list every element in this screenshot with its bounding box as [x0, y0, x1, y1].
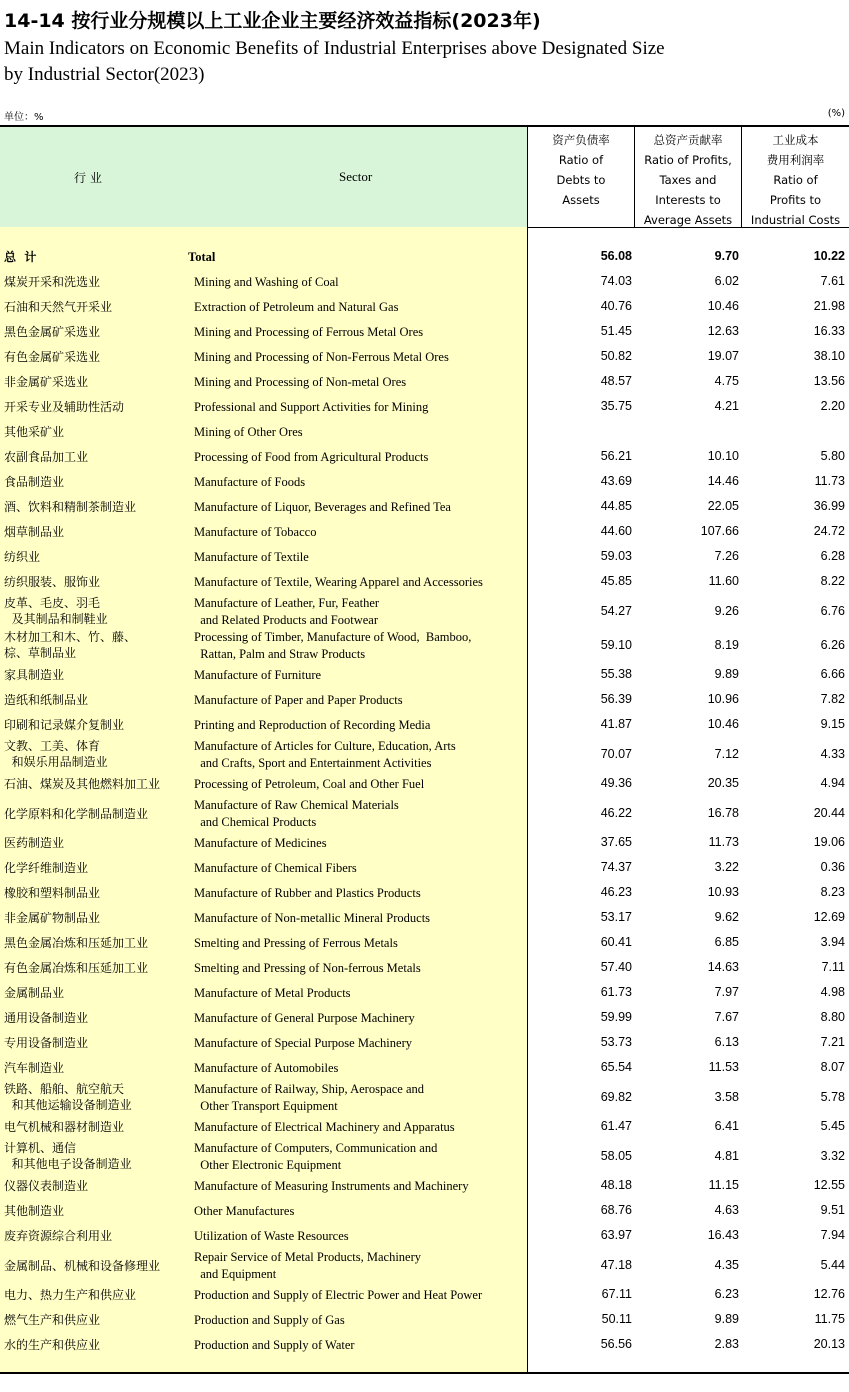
debt-ratio-value: 53.73 — [600, 1035, 632, 1049]
sector-name-en: Manufacture of Leather, Fur, Feather — [194, 596, 380, 610]
table-row — [0, 1333, 849, 1358]
sector-name-en: Manufacture of Textile — [194, 550, 309, 564]
sector-name-cn: 其他制造业 — [4, 1204, 65, 1218]
sector-name-cn: 纺织业 — [4, 550, 41, 564]
sector-name-en: Other Electronic Equipment — [194, 1158, 342, 1172]
cost-profit-ratio-value: 8.23 — [820, 885, 845, 899]
debt-ratio-value: 67.11 — [601, 1287, 632, 1301]
sector-name-en: Production and Supply of Water — [194, 1338, 355, 1352]
table-row — [0, 931, 849, 956]
profit-tax-ratio-value: 8.19 — [714, 638, 739, 652]
sector-name-cn: 及其制品和制鞋业 — [4, 612, 108, 626]
sector-name-cn: 计算机、通信 — [4, 1141, 77, 1155]
debt-ratio-value: 59.10 — [600, 638, 632, 652]
table-row — [0, 772, 849, 797]
debt-ratio-value: 41.87 — [600, 717, 632, 731]
table-row — [0, 1115, 849, 1140]
sector-name-cn: 铁路、船舶、航空航天 — [4, 1082, 125, 1096]
header-line: 总资产贡献率 — [653, 133, 723, 147]
header-line: 费用利润率 — [766, 153, 825, 167]
debt-ratio-value: 61.73 — [600, 985, 632, 999]
table-row — [0, 395, 849, 420]
sector-name-cn: 煤炭开采和洗选业 — [4, 275, 101, 289]
cost-profit-ratio-value: 4.98 — [820, 985, 845, 999]
sector-name-en: and Related Products and Footwear — [194, 613, 378, 627]
sector-name-en: Manufacture of Measuring Instruments and Machinery — [194, 1179, 469, 1193]
sector-name-cn: 仪器仪表制造业 — [4, 1179, 89, 1193]
cost-profit-ratio-value: 6.28 — [820, 549, 845, 563]
table-row — [0, 956, 849, 981]
debt-ratio-value: 59.03 — [600, 549, 632, 563]
cost-profit-ratio-value: 5.45 — [820, 1119, 845, 1133]
sector-name-cn: 专用设备制造业 — [4, 1036, 89, 1050]
cost-profit-ratio-value: 12.76 — [813, 1287, 845, 1301]
sector-name-cn: 有色金属矿采选业 — [4, 350, 101, 364]
header-line: Ratio of — [773, 173, 818, 187]
sector-name-en: Manufacture of Paper and Paper Products — [194, 693, 403, 707]
sector-name-cn: 总 计 — [4, 250, 37, 264]
debt-ratio-value: 37.65 — [600, 835, 632, 849]
profit-tax-ratio-value: 2.83 — [714, 1337, 739, 1351]
cost-profit-ratio-value: 21.98 — [813, 299, 845, 313]
profit-tax-ratio-value: 12.63 — [707, 324, 739, 338]
sector-name-cn: 烟草制品业 — [4, 525, 65, 539]
table-row — [0, 370, 849, 395]
page-title-cn: 14-14 按行业分规模以上工业企业主要经济效益指标(2023年) — [4, 10, 541, 32]
debt-ratio-value: 74.37 — [600, 860, 632, 874]
profit-tax-ratio-value: 3.22 — [714, 860, 739, 874]
debt-ratio-value: 60.41 — [600, 935, 632, 949]
cost-profit-ratio-value: 7.94 — [820, 1228, 845, 1242]
sector-name-en: Professional and Support Activities for Mining — [194, 400, 429, 414]
header-line: Debts to — [556, 173, 606, 187]
profit-tax-ratio-value: 10.96 — [707, 692, 739, 706]
cost-profit-ratio-value: 4.33 — [820, 747, 845, 761]
sector-name-cn: 皮革、毛皮、羽毛 — [4, 596, 101, 610]
debt-ratio-value: 58.05 — [600, 1149, 632, 1163]
cost-profit-ratio-value: 8.22 — [820, 574, 845, 588]
sector-name-cn: 化学原料和化学制品制造业 — [4, 807, 149, 821]
cost-profit-ratio-value: 11.73 — [814, 474, 845, 488]
table-row — [0, 629, 849, 663]
cost-profit-ratio-value: 36.99 — [813, 499, 845, 513]
debt-ratio-value: 48.18 — [600, 1178, 632, 1192]
debt-ratio-value: 43.69 — [600, 474, 632, 488]
table-row — [0, 1006, 849, 1031]
table-row — [0, 595, 849, 629]
debt-ratio-value: 70.07 — [600, 747, 632, 761]
sector-name-cn: 医药制造业 — [4, 836, 65, 850]
sector-name-cn: 和其他电子设备制造业 — [4, 1157, 132, 1171]
sector-name-cn: 非金属矿物制品业 — [4, 911, 101, 925]
debt-ratio-value: 74.03 — [600, 274, 632, 288]
table-row — [0, 470, 849, 495]
table-row — [0, 420, 849, 445]
sector-name-cn: 其他采矿业 — [4, 425, 65, 439]
sector-name-cn: 金属制品、机械和设备修理业 — [4, 1259, 161, 1273]
cost-profit-ratio-value: 9.15 — [820, 717, 845, 731]
profit-tax-ratio-value: 6.23 — [714, 1287, 739, 1301]
profit-tax-ratio-value: 10.93 — [707, 885, 739, 899]
cost-profit-ratio-value: 9.51 — [820, 1203, 845, 1217]
cost-profit-ratio-value: 13.56 — [813, 374, 845, 388]
sector-name-en: Manufacture of Computers, Communication and — [194, 1141, 438, 1155]
sector-name-en: Mining and Processing of Non-Ferrous Metal Ores — [194, 350, 449, 364]
debt-ratio-value: 46.22 — [600, 806, 632, 820]
table-row — [0, 1224, 849, 1249]
profit-tax-ratio-value: 14.63 — [707, 960, 739, 974]
sector-name-en: Manufacture of Special Purpose Machinery — [194, 1036, 412, 1050]
sector-name-en: Rattan, Palm and Straw Products — [194, 647, 366, 661]
profit-tax-ratio-value: 19.07 — [707, 349, 739, 363]
sector-name-en: and Crafts, Sport and Entertainment Activities — [194, 756, 432, 770]
header-line: Average Assets — [643, 213, 733, 227]
debt-ratio-value: 56.56 — [600, 1337, 632, 1351]
table-row — [0, 797, 849, 831]
table-row — [0, 663, 849, 688]
sector-name-cn: 金属制品业 — [4, 986, 65, 1000]
profit-tax-ratio-value: 14.46 — [707, 474, 739, 488]
cost-profit-ratio-value: 12.55 — [813, 1178, 845, 1192]
table-row — [0, 495, 849, 520]
sector-name-cn: 家具制造业 — [4, 668, 65, 682]
sector-name-cn: 文教、工美、体育 — [4, 739, 101, 753]
cost-profit-ratio-value: 4.94 — [820, 776, 845, 790]
profit-tax-ratio-value: 9.26 — [714, 604, 739, 618]
profit-tax-ratio-value: 11.60 — [708, 574, 739, 588]
cost-profit-ratio-value: 8.07 — [820, 1060, 845, 1074]
table-row — [0, 1249, 849, 1283]
sector-name-en: Manufacture of Foods — [194, 475, 306, 489]
sector-name-cn: 非金属矿采选业 — [4, 375, 89, 389]
table-row — [0, 1140, 849, 1174]
unit-label: 单位：% — [4, 112, 44, 123]
sector-name-en: Manufacture of Railway, Ship, Aerospace and — [194, 1082, 425, 1096]
cost-profit-ratio-value: 12.69 — [813, 910, 845, 924]
sector-name-cn: 石油、煤炭及其他燃料加工业 — [4, 777, 161, 791]
sector-name-en: Manufacture of Metal Products — [194, 986, 351, 1000]
profit-tax-ratio-value: 11.53 — [708, 1060, 739, 1074]
debt-ratio-value: 40.76 — [600, 299, 632, 313]
cost-profit-ratio-value: 20.13 — [813, 1337, 845, 1351]
header-line: 工业成本 — [772, 133, 819, 147]
table-row — [0, 906, 849, 931]
table-row — [0, 320, 849, 345]
cost-profit-ratio-value: 5.80 — [820, 449, 845, 463]
profit-tax-ratio-value: 7.26 — [714, 549, 739, 563]
debt-ratio-value: 56.39 — [600, 692, 632, 706]
sector-name-cn: 石油和天然气开采业 — [4, 300, 113, 314]
sector-name-en: Manufacture of Articles for Culture, Education, Arts — [194, 739, 456, 753]
sector-name-cn: 和其他运输设备制造业 — [4, 1098, 132, 1112]
debt-ratio-value: 35.75 — [600, 399, 632, 413]
debt-ratio-value: 53.17 — [600, 910, 632, 924]
debt-ratio-value: 68.76 — [600, 1203, 632, 1217]
sector-name-en: Processing of Food from Agricultural Products — [194, 450, 429, 464]
cost-profit-ratio-value: 7.82 — [820, 692, 845, 706]
sector-name-en: and Chemical Products — [194, 815, 317, 829]
profit-tax-ratio-value: 11.15 — [708, 1178, 739, 1192]
table-row — [0, 1081, 849, 1115]
debt-ratio-value: 51.45 — [600, 324, 632, 338]
profit-tax-ratio-value: 9.62 — [714, 910, 739, 924]
sector-name-en: Other Manufactures — [194, 1204, 295, 1218]
cost-profit-ratio-value: 6.66 — [820, 667, 845, 681]
table-row — [0, 345, 849, 370]
cost-profit-ratio-value: 7.21 — [820, 1035, 845, 1049]
cost-profit-ratio-value: 24.72 — [813, 524, 845, 538]
profit-tax-ratio-value: 10.46 — [707, 717, 739, 731]
table-row — [0, 520, 849, 545]
cost-profit-ratio-value: 3.32 — [820, 1149, 845, 1163]
sector-name-en: Mining and Processing of Non-metal Ores — [194, 375, 407, 389]
sector-name-en: Manufacture of Raw Chemical Materials — [194, 798, 399, 812]
header-line: Assets — [562, 193, 600, 207]
sector-name-cn: 棕、草制品业 — [4, 646, 77, 660]
sector-name-cn: 电气机械和器材制造业 — [4, 1120, 125, 1134]
cost-profit-ratio-value: 20.44 — [813, 806, 845, 820]
header-line: Ratio of Profits, — [644, 153, 732, 167]
indicators-table — [0, 125, 849, 1374]
header-col-debt-ratio — [527, 127, 634, 227]
profit-tax-ratio-value: 7.97 — [714, 985, 739, 999]
profit-tax-ratio-value: 6.85 — [714, 935, 739, 949]
table-row — [0, 1308, 849, 1333]
sector-name-cn: 有色金属冶炼和压延加工业 — [4, 961, 149, 975]
header-line: Ratio of — [558, 153, 604, 167]
sector-name-cn: 食品制造业 — [4, 475, 65, 489]
sector-name-en: and Equipment — [194, 1267, 277, 1281]
table-row — [0, 445, 849, 470]
sector-name-en: Manufacture of Liquor, Beverages and Refined Tea — [194, 500, 451, 514]
table-row — [0, 738, 849, 772]
table-row — [0, 981, 849, 1006]
sector-name-cn: 纺织服装、服饰业 — [4, 575, 101, 589]
debt-ratio-value: 55.38 — [600, 667, 632, 681]
profit-tax-ratio-value: 10.46 — [707, 299, 739, 313]
debt-ratio-value: 59.99 — [600, 1010, 632, 1024]
header-col-cost-profit-ratio — [741, 127, 849, 227]
profit-tax-ratio-value: 22.05 — [707, 499, 739, 513]
title-en-line-1: Main Indicators on Economic Benefits of Industrial Enterprises above Designated Size — [4, 38, 665, 59]
table-row — [0, 1031, 849, 1056]
sector-name-cn: 和娱乐用品制造业 — [4, 755, 108, 769]
profit-tax-ratio-value: 11.73 — [708, 835, 739, 849]
sector-name-cn: 造纸和纸制品业 — [4, 693, 89, 707]
sector-name-en: Manufacture of General Purpose Machinery — [194, 1011, 415, 1025]
sector-name-en: Smelting and Pressing of Ferrous Metals — [194, 936, 398, 950]
cost-profit-ratio-value: 0.36 — [820, 860, 845, 874]
profit-tax-ratio-value: 4.35 — [714, 1258, 739, 1272]
table-row — [0, 570, 849, 595]
profit-tax-ratio-value: 4.75 — [714, 374, 739, 388]
debt-ratio-value: 47.18 — [600, 1258, 632, 1272]
profit-tax-ratio-value: 6.02 — [714, 274, 739, 288]
cost-profit-ratio-value: 7.11 — [821, 960, 845, 974]
table-row — [0, 1056, 849, 1081]
header-sector-cn: 行 业 — [74, 171, 102, 185]
profit-tax-ratio-value: 7.67 — [714, 1010, 739, 1024]
sector-name-cn: 水的生产和供应业 — [4, 1338, 101, 1352]
table-row — [0, 1174, 849, 1199]
table-row — [0, 688, 849, 713]
header-line: Taxes and — [659, 173, 717, 187]
sector-name-cn: 印刷和记录媒介复制业 — [4, 718, 125, 732]
sector-name-cn: 废弃资源综合利用业 — [4, 1229, 113, 1243]
sector-name-en: Total — [188, 250, 216, 264]
table-header — [0, 127, 849, 228]
table-row — [0, 881, 849, 906]
sector-name-en: Printing and Reproduction of Recording Media — [194, 718, 431, 732]
sector-name-cn: 电力、热力生产和供应业 — [4, 1288, 137, 1302]
profit-tax-ratio-value: 9.89 — [714, 667, 739, 681]
sector-name-cn: 通用设备制造业 — [4, 1011, 89, 1025]
debt-ratio-value: 44.85 — [600, 499, 632, 513]
cost-profit-ratio-value: 6.76 — [820, 604, 845, 618]
sector-name-en: Mining and Processing of Ferrous Metal Ores — [194, 325, 424, 339]
table-body — [0, 227, 849, 1372]
total-row — [0, 245, 849, 270]
debt-ratio-value: 56.08 — [600, 249, 632, 263]
header-sector-en: Sector — [339, 169, 373, 184]
sector-name-en: Extraction of Petroleum and Natural Gas — [194, 300, 399, 314]
sector-name-en: Repair Service of Metal Products, Machinery — [194, 1250, 422, 1264]
table-row — [0, 270, 849, 295]
table-row — [0, 545, 849, 570]
profit-tax-ratio-value: 4.81 — [714, 1149, 739, 1163]
table-row — [0, 295, 849, 320]
profit-tax-ratio-value: 4.21 — [714, 399, 739, 413]
debt-ratio-value: 56.21 — [600, 449, 632, 463]
debt-ratio-value: 54.27 — [600, 604, 632, 618]
cost-profit-ratio-value: 8.80 — [820, 1010, 845, 1024]
header-line: 资产负债率 — [552, 133, 610, 147]
profit-tax-ratio-value: 107.66 — [700, 524, 739, 538]
sector-name-cn: 化学纤维制造业 — [4, 861, 89, 875]
sector-name-en: Mining and Washing of Coal — [194, 275, 339, 289]
header-line: Interests to — [655, 193, 721, 207]
sector-name-en: Other Transport Equipment — [194, 1099, 338, 1113]
title-en-line-2: by Industrial Sector(2023) — [4, 64, 205, 85]
sector-name-cn: 汽车制造业 — [4, 1061, 65, 1075]
sector-name-en: Mining of Other Ores — [194, 425, 303, 439]
cost-profit-ratio-value: 6.26 — [820, 638, 845, 652]
debt-ratio-value: 50.11 — [601, 1312, 632, 1326]
sector-name-cn: 木材加工和木、竹、藤、 — [4, 630, 137, 644]
debt-ratio-value: 65.54 — [600, 1060, 632, 1074]
profit-tax-ratio-value: 3.58 — [714, 1090, 739, 1104]
sector-name-en: Manufacture of Non-metallic Mineral Products — [194, 911, 431, 925]
sector-name-cn: 黑色金属矿采选业 — [4, 325, 101, 339]
cost-profit-ratio-value: 10.22 — [813, 249, 845, 263]
sector-name-en: Manufacture of Tobacco — [194, 525, 317, 539]
debt-ratio-value: 50.82 — [600, 349, 632, 363]
header-line: Industrial Costs — [750, 213, 841, 227]
debt-ratio-value: 61.47 — [600, 1119, 632, 1133]
cost-profit-ratio-value: 7.61 — [820, 274, 845, 288]
table-row — [0, 1283, 849, 1308]
sector-name-en: Manufacture of Rubber and Plastics Products — [194, 886, 421, 900]
cost-profit-ratio-value: 38.10 — [813, 349, 845, 363]
profit-tax-ratio-value: 16.78 — [707, 806, 739, 820]
sector-name-en: Manufacture of Electrical Machinery and Apparatus — [194, 1120, 455, 1134]
profit-tax-ratio-value: 4.63 — [714, 1203, 739, 1217]
sector-name-en: Smelting and Pressing of Non-ferrous Metals — [194, 961, 421, 975]
profit-tax-ratio-value: 9.70 — [714, 249, 739, 263]
sector-name-en: Production and Supply of Electric Power and Heat Power — [194, 1288, 483, 1302]
sector-name-cn: 黑色金属冶炼和压延加工业 — [4, 936, 149, 950]
cost-profit-ratio-value: 19.06 — [813, 835, 845, 849]
profit-tax-ratio-value: 16.43 — [707, 1228, 739, 1242]
cost-profit-ratio-value: 5.78 — [820, 1090, 845, 1104]
sector-name-en: Manufacture of Textile, Wearing Apparel and Accessories — [194, 575, 483, 589]
header-line: Profits to — [769, 193, 822, 207]
profit-tax-ratio-value: 20.35 — [707, 776, 739, 790]
profit-tax-ratio-value: 6.41 — [714, 1119, 739, 1133]
cost-profit-ratio-value: 3.94 — [820, 935, 845, 949]
debt-ratio-value: 57.40 — [600, 960, 632, 974]
cost-profit-ratio-value: 11.75 — [814, 1312, 845, 1326]
cost-profit-ratio-value: 5.44 — [820, 1258, 845, 1272]
page-title-en — [4, 36, 665, 88]
debt-ratio-value: 48.57 — [600, 374, 632, 388]
sector-name-en: Manufacture of Chemical Fibers — [194, 861, 357, 875]
sector-name-cn: 农副食品加工业 — [4, 450, 89, 464]
sector-name-cn: 橡胶和塑料制品业 — [4, 886, 101, 900]
sector-name-en: Manufacture of Furniture — [194, 668, 322, 682]
profit-tax-ratio-value: 7.12 — [714, 747, 739, 761]
debt-ratio-value: 69.82 — [600, 1090, 632, 1104]
sector-name-en: Processing of Timber, Manufacture of Wood, Bamboo, — [194, 630, 472, 644]
unit-label-right: (%) — [827, 108, 845, 119]
profit-tax-ratio-value: 9.89 — [714, 1312, 739, 1326]
sector-name-cn: 酒、饮料和精制茶制造业 — [4, 500, 137, 514]
sector-name-en: Utilization of Waste Resources — [194, 1229, 349, 1243]
profit-tax-ratio-value: 10.10 — [707, 449, 739, 463]
table-row — [0, 856, 849, 881]
cost-profit-ratio-value: 2.20 — [820, 399, 845, 413]
cost-profit-ratio-value: 16.33 — [813, 324, 845, 338]
sector-name-cn: 开采专业及辅助性活动 — [4, 400, 125, 414]
debt-ratio-value: 44.60 — [600, 524, 632, 538]
sector-name-cn: 燃气生产和供应业 — [4, 1313, 101, 1327]
debt-ratio-value: 63.97 — [600, 1228, 632, 1242]
debt-ratio-value: 46.23 — [600, 885, 632, 899]
table-row — [0, 831, 849, 856]
table-row — [0, 1199, 849, 1224]
header-col-profit-tax-ratio — [634, 127, 741, 227]
sector-name-en: Production and Supply of Gas — [194, 1313, 345, 1327]
sector-name-en: Processing of Petroleum, Coal and Other Fuel — [194, 777, 425, 791]
debt-ratio-value: 49.36 — [600, 776, 632, 790]
table-row — [0, 713, 849, 738]
sector-name-en: Manufacture of Automobiles — [194, 1061, 339, 1075]
sector-name-en: Manufacture of Medicines — [194, 836, 327, 850]
profit-tax-ratio-value: 6.13 — [714, 1035, 739, 1049]
debt-ratio-value: 45.85 — [600, 574, 632, 588]
